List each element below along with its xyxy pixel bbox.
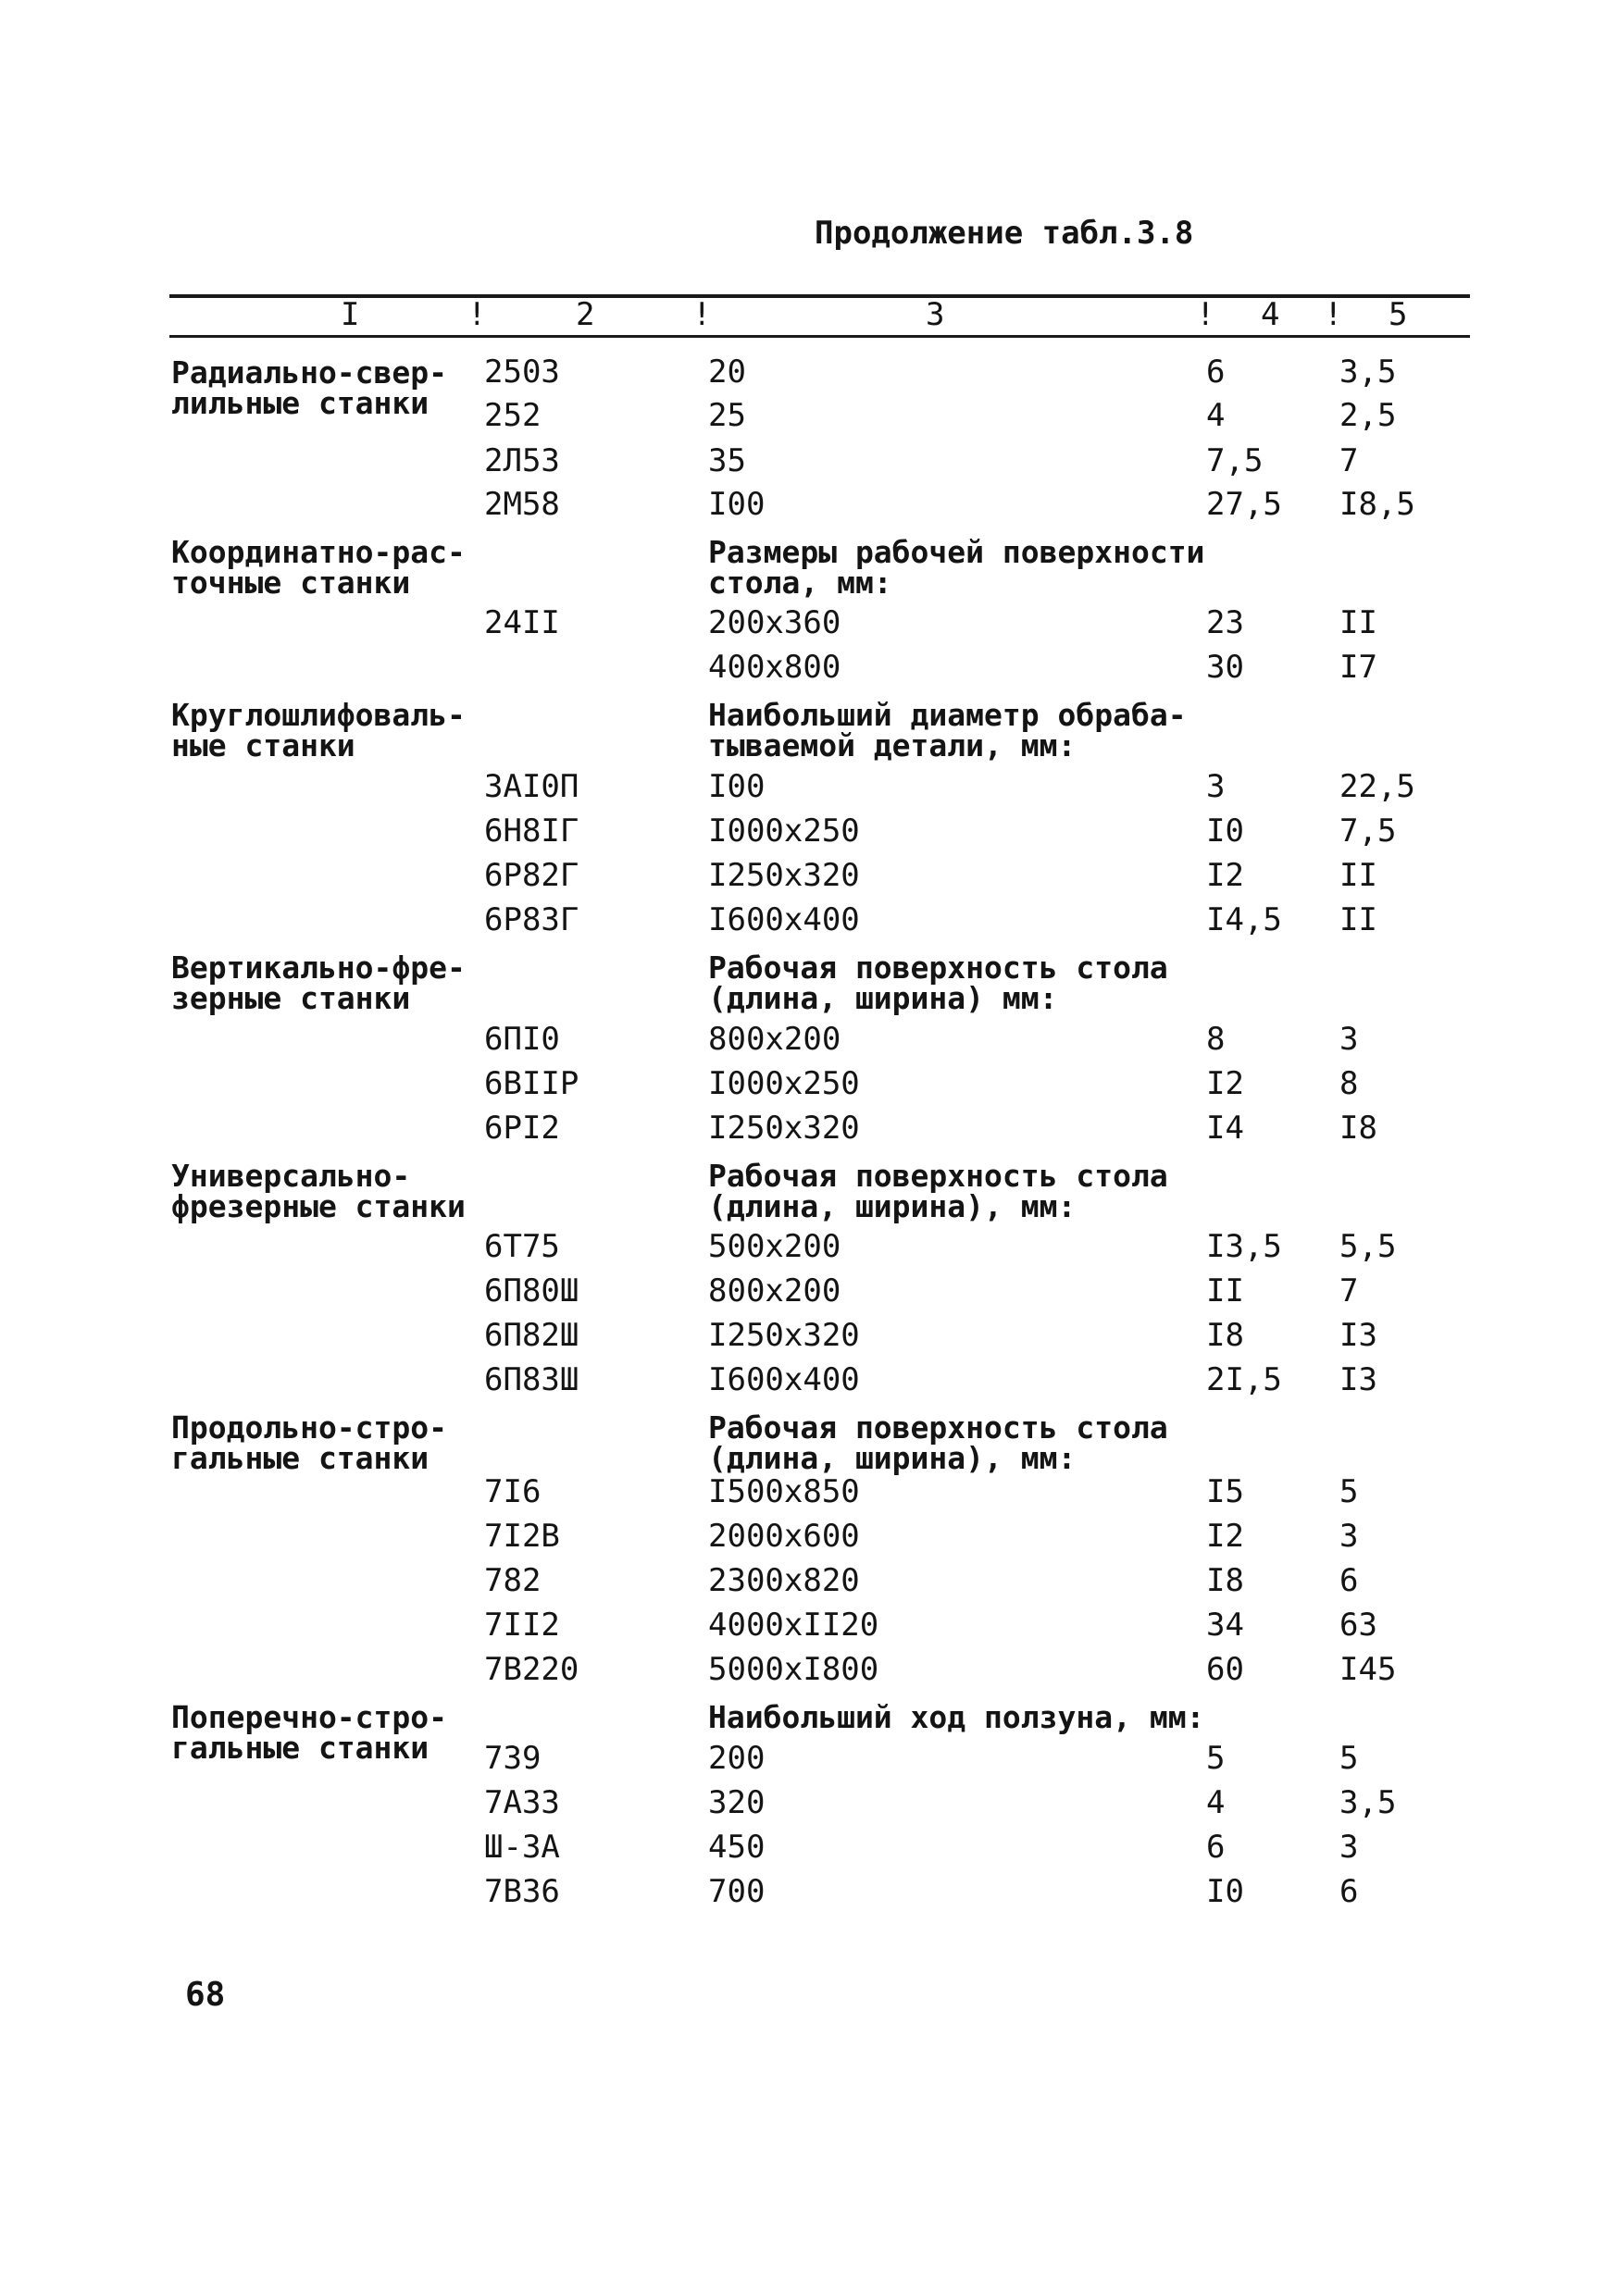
header-separator: ! [692,296,712,333]
value-col-5: I8 [1339,1110,1377,1147]
value-col-5: 5,5 [1339,1228,1397,1265]
machine-parameter: I250x320 [708,1110,860,1147]
machine-model: 24II [484,604,560,641]
machine-model: 6П82Ш [484,1317,579,1354]
value-col-4: I0 [1206,813,1244,850]
header-separator: ! [1196,296,1215,333]
machine-model: 6Т75 [484,1228,560,1265]
section-name-line: ные станки [171,727,355,763]
value-col-4: I8 [1206,1562,1244,1599]
header-col-4: 4 [1261,296,1280,333]
value-col-4: 2I,5 [1206,1361,1282,1398]
value-col-5: I3 [1339,1317,1377,1354]
section-name-line: гальные станки [171,1440,430,1476]
machine-parameter: 400x800 [708,649,841,686]
section-name-line: Продольно-стро- [171,1409,448,1446]
machine-parameter: 800x200 [708,1021,841,1058]
machine-model: 739 [484,1740,542,1777]
value-col-4: 5 [1206,1740,1226,1777]
section-parameter-note: (длина, ширина) мм: [708,980,1058,1016]
value-col-4: I2 [1206,857,1244,894]
header-bottom-rule [169,335,1470,338]
machine-model: 7А33 [484,1784,560,1821]
machine-model: 7I6 [484,1473,542,1510]
machine-model: 6Р83Г [484,901,579,938]
section-parameter-note: Рабочая поверхность стола [708,1158,1168,1194]
machine-model: 6Н8IГ [484,813,579,850]
value-col-4: 60 [1206,1651,1244,1688]
machine-parameter: I00 [708,768,766,805]
machine-model: 6Р82Г [484,857,579,894]
value-col-5: 7 [1339,442,1359,479]
value-col-4: I4,5 [1206,901,1282,938]
machine-model: 6П80Ш [484,1272,579,1309]
machine-parameter: 700 [708,1873,766,1910]
header-col-5: 5 [1389,296,1408,333]
machine-parameter: I600x400 [708,1361,860,1398]
section-name-line: Вертикально-фре- [171,949,466,986]
value-col-5: 3,5 [1339,1784,1397,1821]
section-parameter-note: стола, мм: [708,565,892,601]
machine-model: 2М58 [484,486,560,523]
machine-parameter: 4000xII20 [708,1607,879,1644]
section-name-line: точные станки [171,565,411,601]
value-col-5: I45 [1339,1651,1397,1688]
value-col-5: 63 [1339,1607,1377,1644]
section-name-line: зерные станки [171,980,411,1016]
section-parameter-note: (длина, ширина), мм: [708,1188,1077,1224]
value-col-5: 5 [1339,1473,1359,1510]
section-parameter-note: Наибольший ход ползуна, мм: [708,1699,1205,1735]
machine-parameter: 2300x820 [708,1562,860,1599]
value-col-5: 3 [1339,1021,1359,1058]
machine-parameter: 320 [708,1784,766,1821]
value-col-4: 4 [1206,1784,1226,1821]
value-col-5: 6 [1339,1562,1359,1599]
machine-model: 3АI0П [484,768,579,805]
machine-model: 7II2 [484,1607,560,1644]
machine-parameter: 800x200 [708,1272,841,1309]
section-name-line: Радиально-свер- [171,354,448,391]
machine-parameter: I000x250 [708,1065,860,1102]
value-col-4: I3,5 [1206,1228,1282,1265]
value-col-5: 3 [1339,1518,1359,1555]
value-col-5: II [1339,857,1377,894]
value-col-5: 2,5 [1339,397,1397,434]
section-parameter-note: Рабочая поверхность стола [708,1409,1168,1446]
value-col-5: 6 [1339,1873,1359,1910]
machine-model: 7I2В [484,1518,560,1555]
value-col-4: 27,5 [1206,486,1282,523]
section-parameter-note: Размеры рабочей поверхности [708,534,1205,570]
machine-parameter: 200 [708,1740,766,1777]
value-col-5: I8,5 [1339,486,1415,523]
section-name-line: фрезерные станки [171,1188,466,1224]
section-name-line: Универсально- [171,1158,411,1194]
section-parameter-note: Рабочая поверхность стола [708,949,1168,986]
machine-model: 2503 [484,354,560,391]
section-name-line: Координатно-рас- [171,534,466,570]
machine-parameter: I250x320 [708,1317,860,1354]
value-col-4: I8 [1206,1317,1244,1354]
value-col-4: I2 [1206,1065,1244,1102]
value-col-4: I4 [1206,1110,1244,1147]
machine-parameter: 35 [708,442,746,479]
machine-parameter: 200x360 [708,604,841,641]
section-parameter-note: Наибольший диаметр обраба- [708,697,1187,733]
value-col-5: 3 [1339,1829,1359,1866]
section-parameter-note: тываемой детали, мм: [708,727,1077,763]
value-col-4: II [1206,1272,1244,1309]
header-col-2: 2 [576,296,595,333]
machine-model: 6РI2 [484,1110,560,1147]
section-parameter-note: (длина, ширина), мм: [708,1440,1077,1476]
value-col-4: I5 [1206,1473,1244,1510]
machine-parameter: I250x320 [708,857,860,894]
value-col-4: 6 [1206,354,1226,391]
machine-parameter: I000x250 [708,813,860,850]
machine-model: 7В220 [484,1651,579,1688]
page-number: 68 [185,1976,226,2014]
value-col-4: I2 [1206,1518,1244,1555]
machine-model: 782 [484,1562,542,1599]
machine-parameter: I600x400 [708,901,860,938]
machine-model: 2Л53 [484,442,560,479]
value-col-5: I3 [1339,1361,1377,1398]
value-col-5: 3,5 [1339,354,1397,391]
machine-parameter: I00 [708,486,766,523]
section-name-line: Поперечно-стро- [171,1699,448,1735]
machine-model: 6ВIIР [484,1065,579,1102]
machine-model: 7В36 [484,1873,560,1910]
machine-model: 6ПI0 [484,1021,560,1058]
machine-parameter: 2000x600 [708,1518,860,1555]
value-col-4: 8 [1206,1021,1226,1058]
value-col-4: 34 [1206,1607,1244,1644]
machine-parameter: 25 [708,397,746,434]
value-col-5: II [1339,901,1377,938]
header-col-1: I [341,296,360,333]
value-col-4: 23 [1206,604,1244,641]
value-col-4: 7,5 [1206,442,1264,479]
machine-parameter: 20 [708,354,746,391]
machine-parameter: I500x850 [708,1473,860,1510]
machine-parameter: 5000xI800 [708,1651,879,1688]
machine-parameter: 500x200 [708,1228,841,1265]
section-name-line: гальные станки [171,1730,430,1766]
section-name-line: Круглошлифоваль- [171,697,466,733]
value-col-5: 5 [1339,1740,1359,1777]
value-col-5: I7 [1339,649,1377,686]
machine-model: 6П83Ш [484,1361,579,1398]
value-col-5: 7,5 [1339,813,1397,850]
value-col-5: 7 [1339,1272,1359,1309]
machine-model: 252 [484,397,542,434]
value-col-4: 3 [1206,768,1226,805]
value-col-5: II [1339,604,1377,641]
value-col-4: 6 [1206,1829,1226,1866]
value-col-5: 22,5 [1339,768,1415,805]
machine-model: Ш-3А [484,1829,560,1866]
machine-parameter: 450 [708,1829,766,1866]
value-col-4: 4 [1206,397,1226,434]
header-separator: ! [467,296,487,333]
table-caption: Продолжение табл.3.8 [815,215,1194,252]
header-separator: ! [1324,296,1343,333]
value-col-4: 30 [1206,649,1244,686]
header-col-3: 3 [926,296,945,333]
section-name-line: лильные станки [171,385,430,421]
value-col-4: I0 [1206,1873,1244,1910]
value-col-5: 8 [1339,1065,1359,1102]
